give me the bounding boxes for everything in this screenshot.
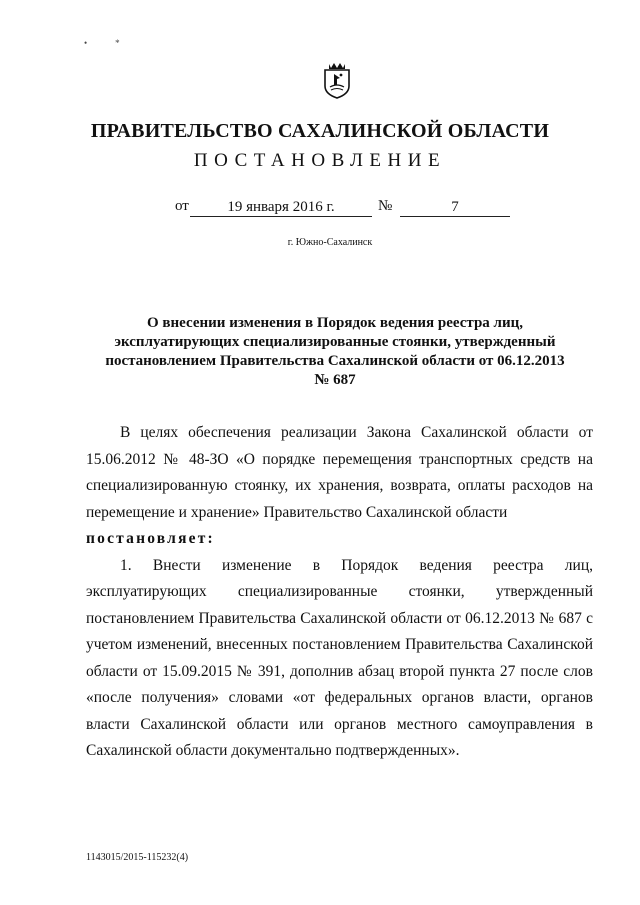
decree-word: постановляет: xyxy=(86,530,215,547)
scan-asterisk: * xyxy=(115,38,148,48)
coat-of-arms-icon xyxy=(320,56,354,100)
document-type: ПОСТАНОВЛЕНИЕ xyxy=(193,150,447,171)
scan-marks xyxy=(84,38,148,48)
document-number: 7 xyxy=(400,198,510,217)
scan-dot: • xyxy=(84,38,116,48)
preamble-paragraph: В целях обеспечения реализации Закона Сахалинской области от 15.06.2012 № 48-ЗО «О порядке перемещения транспортных средств на специализированную стоянку, их хранения, возврата, оплаты расходов на перемещение и хранение» Правительство Сахалинской области xyxy=(86,424,593,521)
date-number-line xyxy=(0,198,640,222)
city-label: г. Южно-Сахалинск xyxy=(287,237,373,248)
document-body xyxy=(86,420,593,765)
document-date: 19 января 2016 г. xyxy=(190,198,372,217)
item-1-paragraph: 1. Внести изменение в Порядок ведения реестра лиц, эксплуатирующих специализированные стоянки, утвержденный постановлением Правительства Сахалинской области от 06.12.2013 № 687 с учетом изменений, внесенных постановлением Правительства Сахалинской области от 15.09.2015 № 391, дополнив абзац второй пункта 27 после слов «после получения» словами «от федеральных органов власти, органов власти Сахалинской области или органов местного самоуправления в Сахалинской области документально подтвержденных». xyxy=(86,556,593,759)
number-label: № xyxy=(378,198,393,214)
from-label: от xyxy=(175,198,189,214)
document-subject: О внесении изменения в Порядок ведения реестра лиц, эксплуатирующих специализированные стоянки, утвержденный постановлением Правительства Сахалинской области от 06.12.2013 № 687 xyxy=(105,315,565,388)
registration-code: 1143015/2015-115232(4) xyxy=(86,852,189,863)
organization-title: ПРАВИТЕЛЬСТВО САХАЛИНСКОЙ ОБЛАСТИ xyxy=(90,120,550,142)
